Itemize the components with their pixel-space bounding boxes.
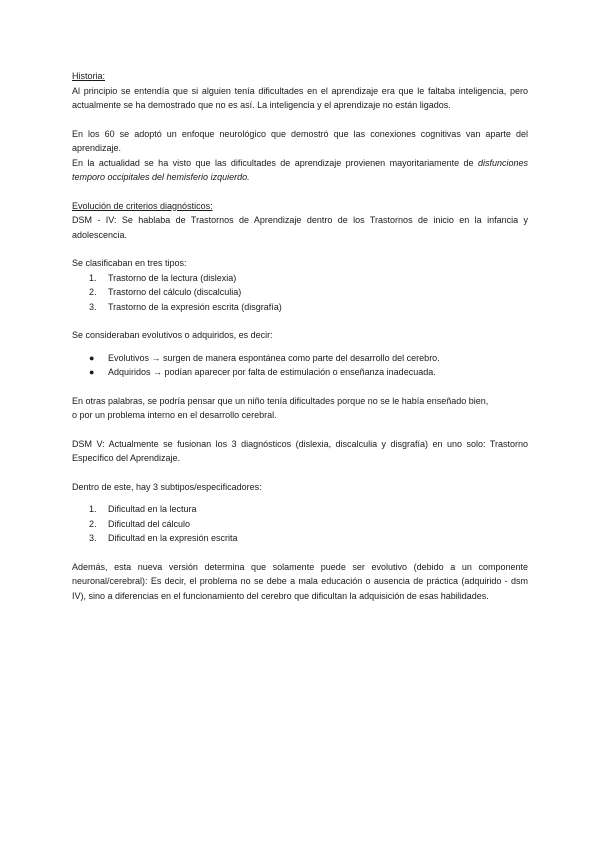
list-text: Evolutivos → surgen de manera espontánea como parte del desarrollo del cerebro. [108, 352, 440, 363]
otras-palabras-line-1: En otras palabras, se podría pensar que un niño tenía dificultades porque no se le había enseñado bien, [72, 395, 489, 406]
list-text: Adquiridos → podían aparecer por falta de estimulación o enseñanza inadecuada. [108, 367, 436, 377]
list-item [72, 271, 528, 286]
list-marker: 1. [89, 272, 97, 283]
historia-paragraph-2: En los 60 se adoptó un enfoque neurológico que demostró que las conexiones cognitivas van aparte del aprendizaje. [72, 128, 528, 153]
list-marker: 3. [89, 301, 97, 312]
subtipos-intro: Dentro de este, hay 3 subtipos/especificadores: [72, 481, 262, 492]
list-text: Trastorno de la expresión escrita (disgrafía) [108, 301, 282, 312]
historia-paragraph-3-italic: disfunciones temporo occipitales del hemisferio izquierdo. [72, 157, 528, 182]
subtipos-list [72, 502, 528, 546]
historia-heading: Historia: [72, 71, 106, 81]
bullet-icon: ● [89, 367, 95, 377]
list-text: Trastorno de la lectura (dislexia) [108, 272, 237, 283]
list-marker: 2. [89, 287, 97, 297]
list-text: Dificultad del cálculo [108, 518, 191, 529]
list-item [72, 517, 528, 532]
list-item [72, 365, 528, 380]
historia-paragraph-1: Al principio se entendía que si alguien tenía dificultades en el aprendizaje era que le faltaba inteligencia, pero actualmente se ha demostrado que no es así. La inteligencia y el aprendizaje no están ligados. [72, 85, 528, 110]
list-text: Dificultad en la lectura [108, 504, 197, 514]
otras-palabras-line-2: o por un problema interno en el desarrollo cerebral. [72, 410, 277, 420]
list-item [72, 300, 528, 315]
list-marker: 1. [89, 504, 97, 514]
evolutivos-list [72, 351, 528, 380]
dsm5-paragraph: DSM V: Actualmente se fusionan los 3 diagnósticos (dislexia, discalculia y disgrafía) en uno solo: Trastorno Específico del Aprendizaje. [72, 438, 528, 463]
bullet-icon: ● [89, 352, 95, 363]
evolutivos-intro: Se consideraban evolutivos o adquiridos, es decir: [72, 330, 273, 340]
list-marker: 3. [89, 533, 97, 543]
list-marker: 2. [89, 518, 97, 529]
evolucion-heading: Evolución de criterios diagnósticos: [72, 200, 213, 211]
historia-paragraph-3-text: En la actualidad se ha visto que las dificultades de aprendizaje provienen mayoritariamente de [72, 157, 478, 168]
ademas-paragraph: Además, esta nueva versión determina que solamente puede ser evolutivo (debido a un componente neuronal/cerebral): Es decir, el problema no se debe a mala educación o ausencia de práctica (adquirido - dsm IV), sino a diferencias en el funcionamiento del cerebro que dificultan la adquisición de esas habilidades. [72, 561, 528, 601]
dsm4-paragraph: DSM - IV: Se hablaba de Trastornos de Aprendizaje dentro de los Trastornos de inicio en la infancia y adolescencia. [72, 215, 528, 240]
tipos-list [72, 271, 528, 315]
list-item [72, 351, 528, 366]
historia-paragraph-3 [72, 156, 528, 185]
list-item [72, 285, 528, 300]
list-text: Trastorno del cálculo (discalculia) [108, 287, 242, 297]
list-text: Dificultad en la expresión escrita [108, 533, 238, 543]
list-item [72, 531, 528, 546]
clasificacion-intro: Se clasificaban en tres tipos: [72, 258, 187, 268]
list-item [72, 502, 528, 517]
